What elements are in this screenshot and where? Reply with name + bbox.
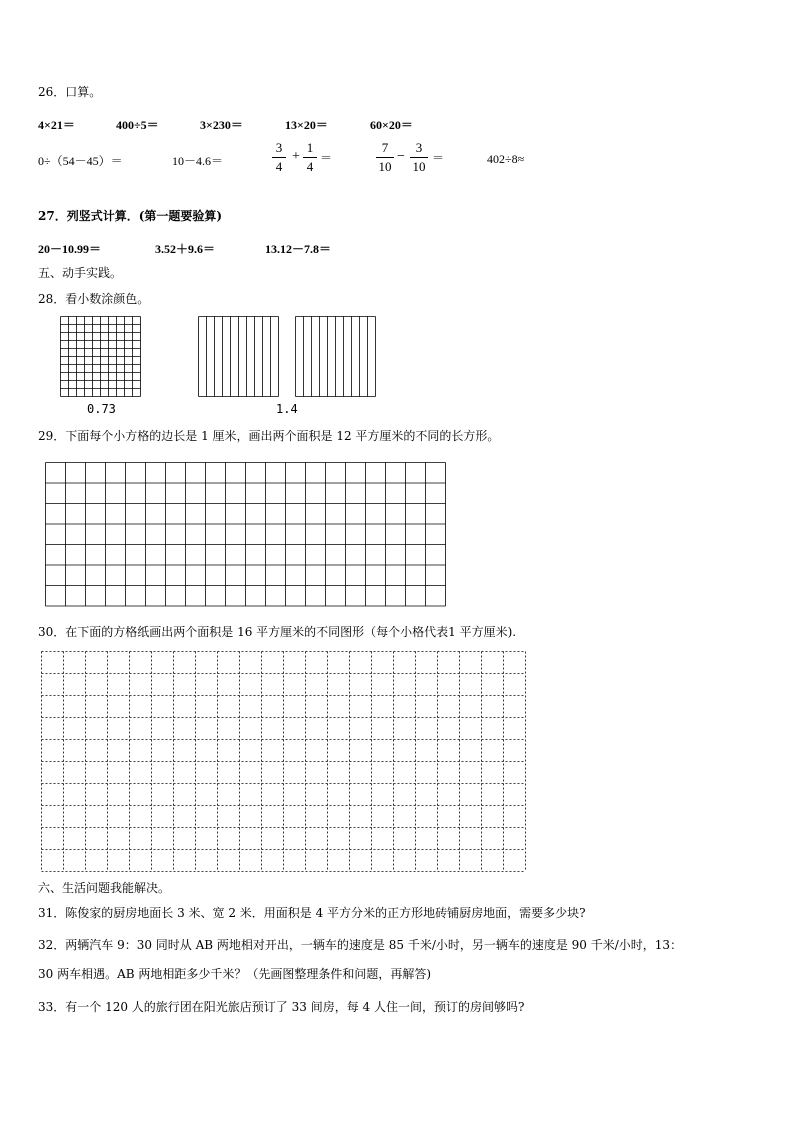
q29-title: 29．下面每个小方格的边长是 1 厘米，画出两个面积是 12 平方厘米的不同的长方形。 xyxy=(38,429,500,443)
fraction-bar xyxy=(303,157,317,158)
tenths-strip-grid-2 xyxy=(295,316,377,398)
equals: ＝ xyxy=(320,151,333,165)
calc-item: 13×20＝ xyxy=(285,118,328,132)
numerator: 1 xyxy=(306,140,314,155)
denominator: 10 xyxy=(412,159,426,174)
grid-caption: 1.4 xyxy=(276,402,298,416)
calc-item: 4×21＝ xyxy=(38,118,75,132)
section-heading: 五、动手实践。 xyxy=(38,266,123,280)
fraction xyxy=(272,140,286,175)
denominator: 4 xyxy=(275,159,283,174)
fraction-bar xyxy=(272,157,286,158)
q28-title: 28．看小数涂颜色。 xyxy=(38,292,150,306)
calc-item: 10－4.6＝ xyxy=(172,154,224,168)
q32-text-line1: 32．两辆汽车 9：30 同时从 AB 两地相对开出，一辆车的速度是 85 千米/小时，另一辆车的速度是 90 千米/小时，13： xyxy=(38,938,683,952)
numerator: 3 xyxy=(275,140,283,155)
operator: + xyxy=(292,149,300,164)
q32-text-line2: 30 两车相遇。AB 两地相距多少千米？（先画图整理条件和问题，再解答) xyxy=(38,967,432,981)
numerator: 3 xyxy=(415,140,423,155)
section-heading: 六、生活问题我能解决。 xyxy=(38,881,171,895)
equals: ＝ xyxy=(432,151,445,165)
q27-title: 27．列竖式计算．(第一题要验算) xyxy=(38,209,223,223)
calc-item: 13.12－7.8＝ xyxy=(265,242,332,256)
q31-text: 31．陈俊家的厨房地面长 3 米、宽 2 米．用面积是 4 平方分米的正方形地砖铺厨房地面，需要多少块? xyxy=(38,906,586,920)
hundred-grid xyxy=(60,316,142,398)
square-grid xyxy=(45,462,447,607)
q30-title: 30．在下面的方格纸画出两个面积是 16 平方厘米的不同图形（每个小格代表1 平方厘米). xyxy=(38,625,517,639)
calc-item: 3×230＝ xyxy=(200,118,243,132)
calc-item: 0÷（54－45）＝ xyxy=(38,154,123,168)
calc-item: 400÷5＝ xyxy=(116,118,159,132)
fraction-bar xyxy=(410,157,428,158)
fraction xyxy=(376,140,394,175)
calc-item: 3.52＋9.6＝ xyxy=(155,242,216,256)
operator: − xyxy=(397,149,405,164)
q33-text: 33．有一个 120 人的旅行团在阳光旅店预订了 33 间房，每 4 人住一间，预订的房间够吗? xyxy=(38,1000,525,1014)
numerator: 7 xyxy=(381,140,389,155)
denominator: 4 xyxy=(306,159,314,174)
calc-item: 20－10.99＝ xyxy=(38,242,102,256)
denominator: 10 xyxy=(378,159,392,174)
calc-item: 402÷8≈ xyxy=(487,152,525,166)
q26-title: 26．口算。 xyxy=(38,85,102,99)
fraction xyxy=(410,140,428,175)
dashed-square-grid xyxy=(41,651,529,873)
fraction-bar xyxy=(376,157,394,158)
tenths-strip-grid-1 xyxy=(198,316,280,398)
fraction xyxy=(303,140,317,175)
grid-caption: 0.73 xyxy=(87,402,116,416)
calc-item: 60×20＝ xyxy=(370,118,413,132)
